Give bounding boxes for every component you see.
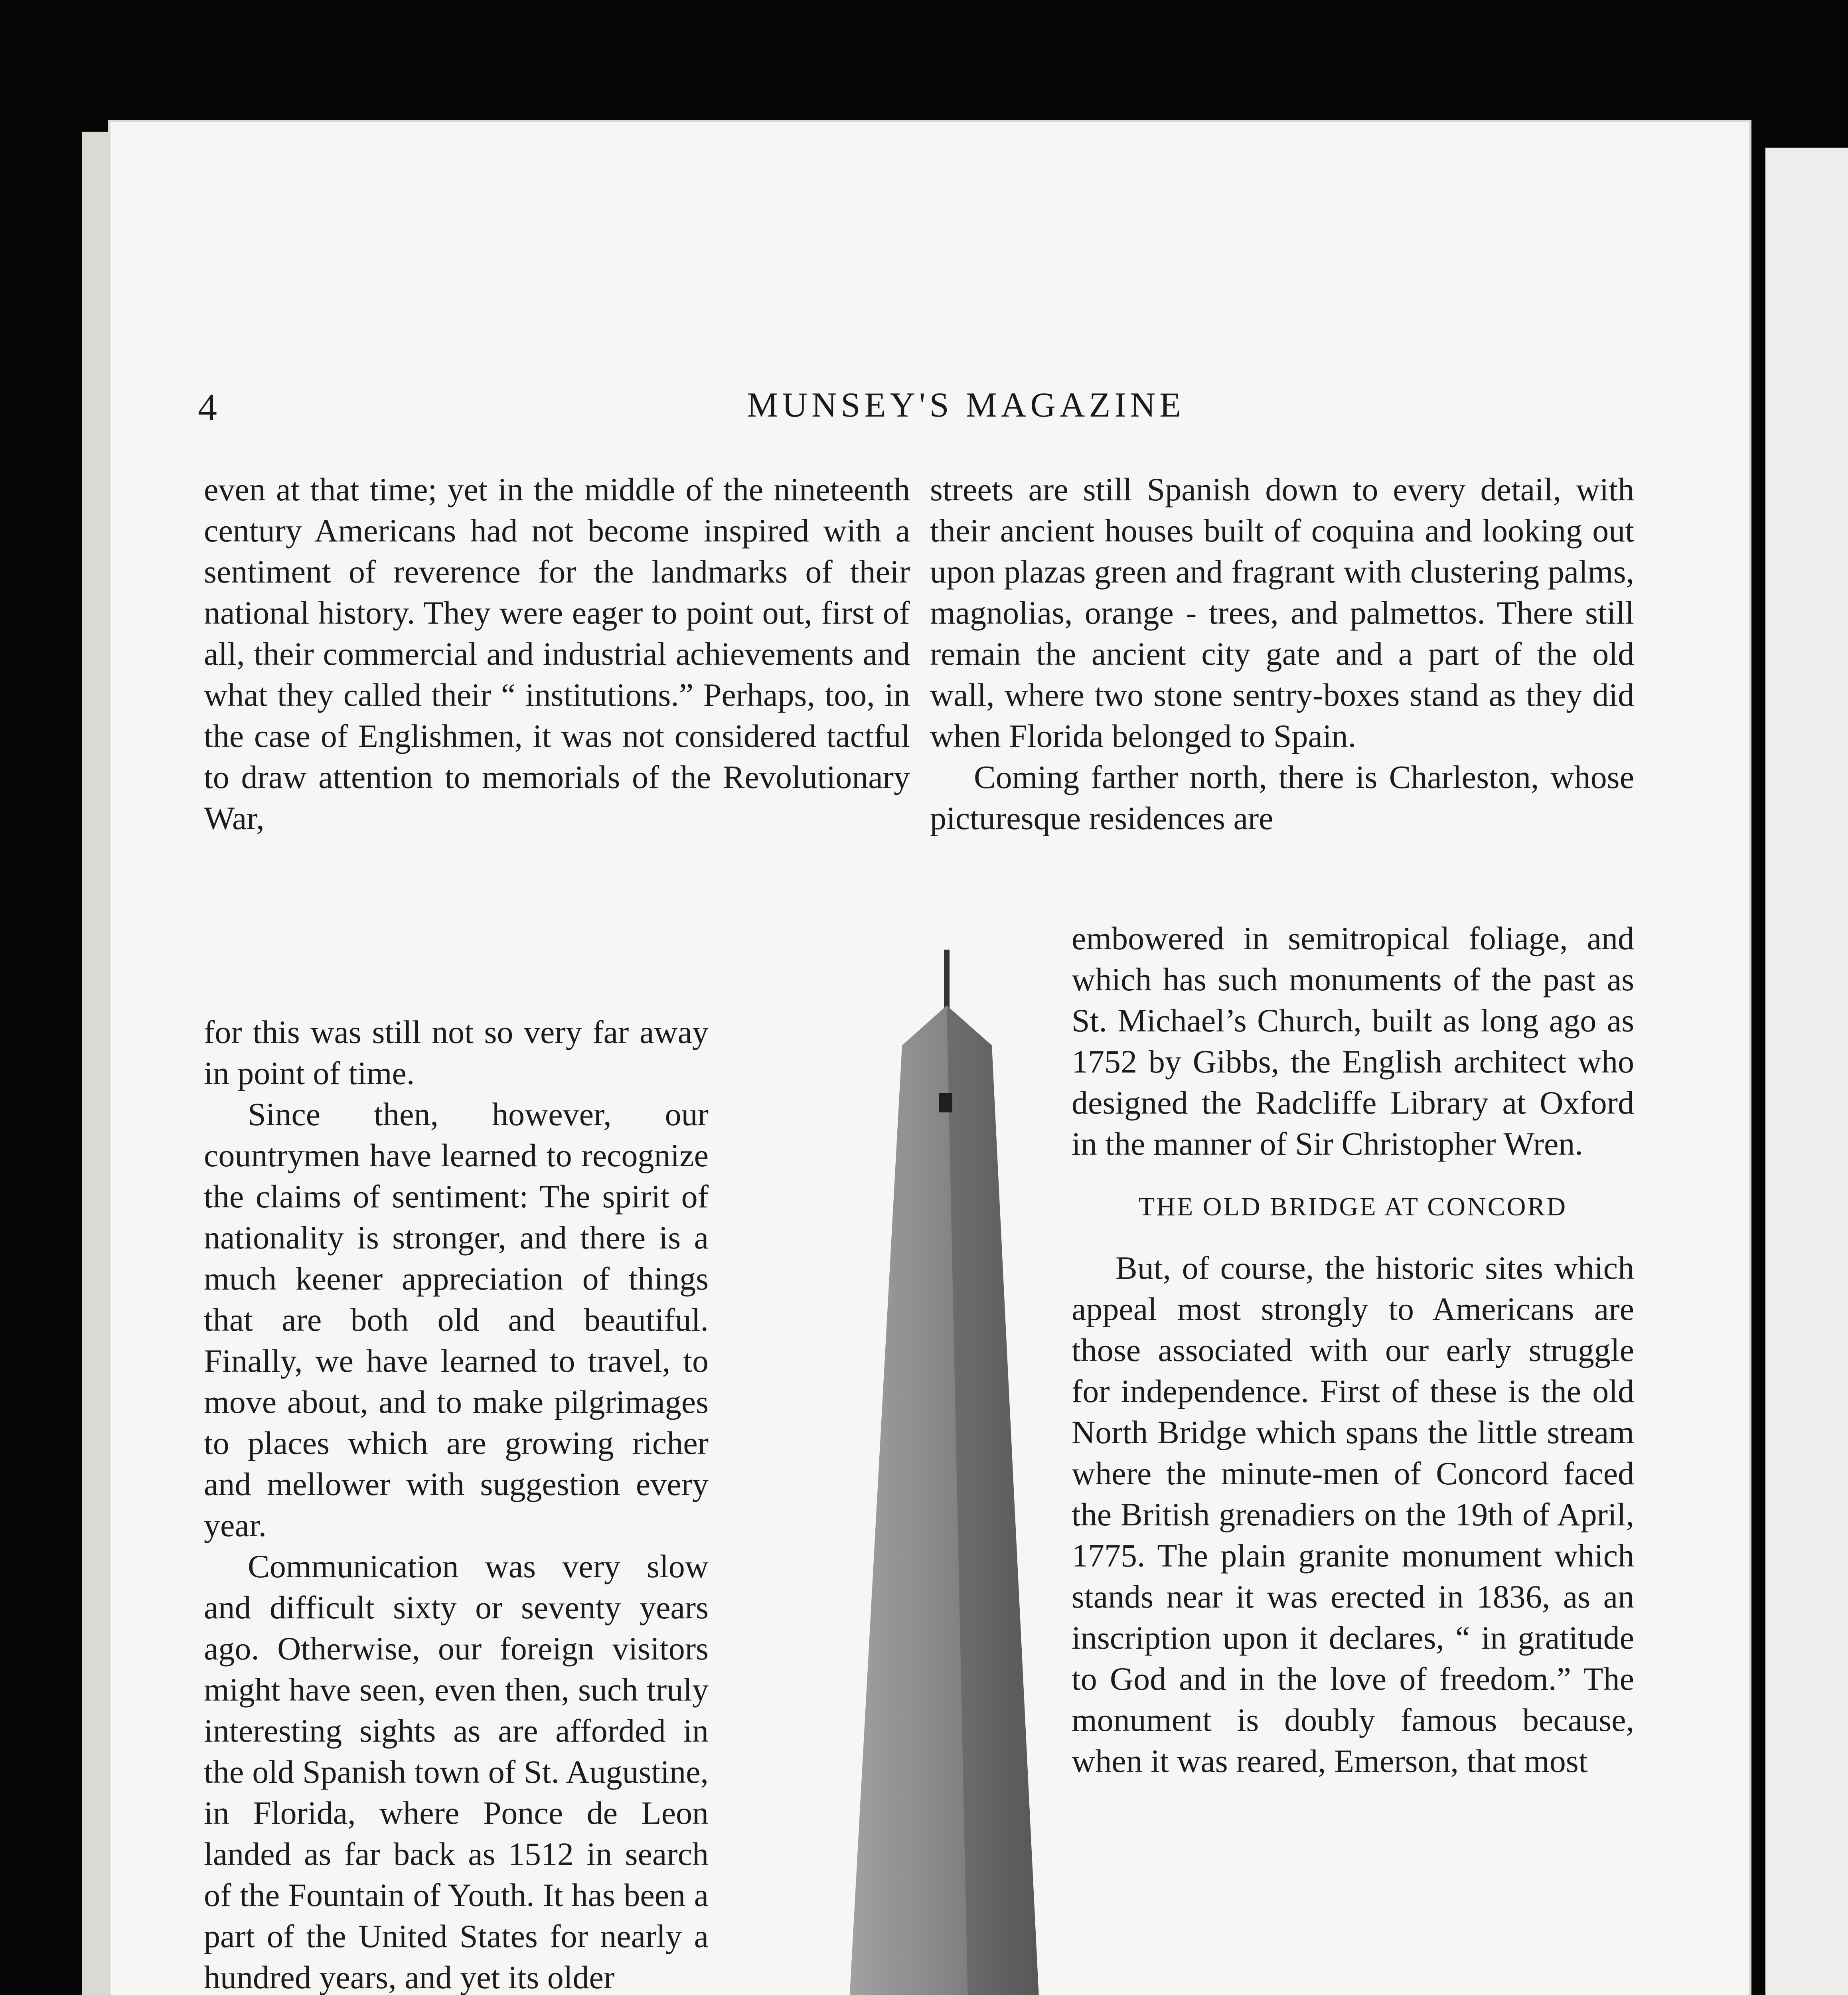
paragraph-sentiment: Since then, however, our countrymen have learned to recognize the claims of sentiment: The spirit of nationality is stronger, and there is a much keener appreciation of things that are both old and beautiful. Finally, we have learned to travel, to move about, and to make pilgrimages to places which are growing richer and mellower with suggestion every year. [204,1096,709,1543]
left-column-top [204,469,910,839]
magazine-page [108,120,1751,1995]
magazine-title: MUNSEY'S MAGAZINE [747,386,1185,425]
paragraph-communication: Communication was very slow and difficult sixty or seventy years ago. Otherwise, our foreign visitors might have seen, even then, such truly interesting sights as are afforded in the old Spanish town of St. Augustine, in Florida, where Ponce de Leon landed as far back as 1512 in search of the Fountain of Youth. It has been a part of the United States for nearly a hundred years, and yet its older [204,1548,709,1995]
paragraph-spanish-streets: streets are still Spanish down to every detail, with their ancient houses built of coquina and looking out upon plazas green and fragrant with clustering palms, magnolias, orange - trees, and palmettos. There still remain the ancient city gate and a part of the old wall, where two stone sentry-boxes stand as they did when Florida belonged to Spain. [930,471,1634,754]
page-number: 4 [198,386,217,429]
right-column-top [930,469,1634,839]
paragraph-intro: even at that time; yet in the middle of the nineteenth century Americans had not become inspired with a sentiment of reverence for the landmarks of their national history. They were eager to point out, first of all, their commercial and industrial achievements and what they called their “ institutions.” Perhaps, too, in the case of Englishmen, it was not considered tactful to draw attention to memorials of the Revolutionary War, [204,471,910,836]
paragraph-charleston-continued: embowered in semitropical foliage, and which has such monuments of the past as St. Michael’s Church, built as long ago as 1752 by Gibbs, the English architect who designed the Radcliffe Library at Oxford in the manner of Sir Christopher Wren. [1072,920,1634,1162]
paragraph-intro-continued: for this was still not so very far away in point of time. [204,1014,709,1091]
right-column-bottom [1072,918,1634,1782]
section-heading: THE OLD BRIDGE AT CONCORD [1138,1192,1568,1221]
next-page-edge [1765,148,1848,1995]
left-column-bottom [204,1011,709,1995]
page-left-edge [82,132,108,1995]
paragraph-concord: But, of course, the historic sites which appeal most strongly to Americans are those associated with our early struggle for independence. First of these is the old North Bridge which spans the little stream where the minute-men of Concord faced the British grenadiers on the 19th of April, 1775. The plain granite monument which stands near it was erected in 1836, as an inscription upon it declares, “ in gratitude to God and in the love of freedom.” The monument is doubly famous because, when it was reared, Emerson, that most [1072,1250,1634,1779]
page-header [108,385,1751,433]
paragraph-charleston: Coming farther north, there is Charleston, whose picturesque residences are [930,759,1634,836]
obelisk-upper [782,950,1114,1995]
